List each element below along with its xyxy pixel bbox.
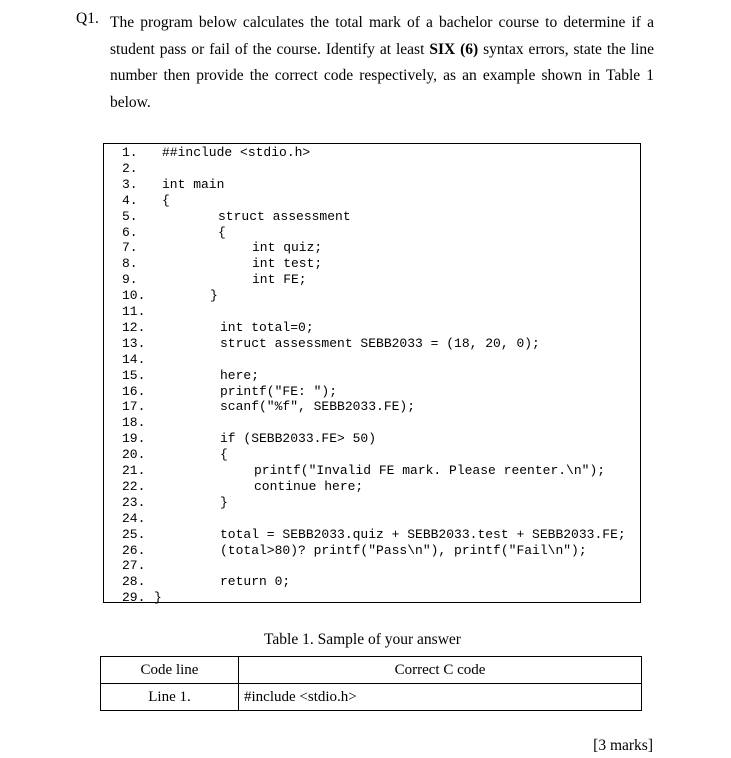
code-line: [122, 479, 637, 495]
code-line-text: here;: [220, 367, 260, 383]
code-line-number: 19.: [122, 431, 146, 447]
sample-answer-table: [100, 656, 642, 711]
code-line-text: (total>80)? printf("Pass\n"), printf("Fail\n");: [220, 542, 587, 558]
code-line-number: 11.: [122, 304, 146, 319]
code-line: [122, 415, 637, 431]
code-line-number: 20.: [122, 447, 146, 463]
table-header-code-line: Code line: [101, 657, 239, 684]
code-line-text: {: [218, 224, 226, 240]
code-line: [122, 320, 637, 336]
code-line-number: 18.: [122, 415, 146, 431]
code-line: [122, 256, 637, 272]
code-line: [122, 336, 637, 352]
code-line: [122, 288, 637, 304]
code-line-number: 27.: [122, 558, 146, 574]
code-line: [122, 463, 637, 479]
code-line-text: }: [210, 288, 218, 304]
code-line-number: 13.: [122, 335, 146, 351]
code-line-text: scanf("%f", SEBB2033.FE);: [220, 399, 416, 415]
code-line-number: 10.: [122, 288, 146, 304]
table-caption: [0, 631, 731, 649]
code-line-number: 5.: [122, 208, 138, 224]
code-line: [122, 272, 637, 288]
code-line: [122, 399, 637, 415]
code-line-text: if (SEBB2033.FE> 50): [220, 431, 377, 447]
code-line-number: 26.: [122, 542, 146, 558]
code-line-number: 16.: [122, 383, 146, 399]
code-line-text: int test;: [252, 256, 323, 272]
table-row: [101, 684, 642, 711]
code-line: [122, 209, 637, 225]
code-listing: [103, 143, 641, 606]
code-line-number: 29.: [122, 590, 146, 606]
code-line: [122, 447, 637, 463]
code-line-text: ##include <stdio.h>: [162, 145, 311, 160]
code-line: [122, 558, 637, 574]
table-header-correct-code: Correct C code: [239, 657, 642, 684]
question-text-bold: SIX (6): [429, 40, 479, 58]
code-line: [122, 193, 637, 209]
code-line-text: }: [220, 494, 228, 510]
code-line: [122, 304, 637, 320]
question-text-part1: The program below calculates the total mark of a bachelor course to determine if a student pass or fail of the course. Identify at least: [110, 14, 654, 58]
code-line-text: int total=0;: [220, 319, 314, 335]
code-line-text: int FE;: [252, 272, 307, 288]
code-line-number: 22.: [122, 478, 146, 494]
code-line: [122, 161, 637, 177]
code-line-text: printf("FE: ");: [220, 383, 338, 399]
code-line-number: 24.: [122, 510, 146, 526]
code-line-number: 14.: [122, 351, 146, 367]
code-line-number: 17.: [122, 399, 146, 415]
code-line: [122, 431, 637, 447]
marks-label: [3 marks]: [593, 737, 653, 754]
code-line: [122, 590, 637, 606]
table-cell-code: #include <stdio.h>: [239, 684, 642, 711]
code-line-text: continue here;: [254, 478, 364, 494]
table-header-row: [101, 657, 642, 684]
code-line-text: printf("Invalid FE mark. Please reenter.\n");: [254, 463, 606, 478]
code-line-text: {: [220, 447, 228, 463]
code-line: [122, 225, 637, 241]
code-line: [122, 240, 637, 256]
question-text-part2: syntax errors, state the line number then provide the correct code respectively, as an example shown in Table 1 below.: [110, 40, 655, 111]
code-line: [122, 527, 637, 543]
code-line-text: {: [162, 192, 170, 208]
code-line-number: 15.: [122, 367, 146, 383]
table-caption-text: Table 1. Sample of your answer: [264, 631, 461, 648]
code-line-number: 6.: [122, 224, 138, 240]
code-line-number: 23.: [122, 494, 146, 510]
code-line: [122, 511, 637, 527]
code-line-number: 12.: [122, 319, 146, 335]
code-line-text: }: [154, 590, 162, 606]
code-line: [122, 574, 637, 590]
code-line: [122, 384, 637, 400]
code-line-text: struct assessment: [218, 208, 351, 224]
code-line: [122, 495, 637, 511]
code-line: [122, 543, 637, 559]
code-line-text: total = SEBB2033.quiz + SEBB2033.test + SEBB2033.FE;: [220, 526, 626, 542]
code-line-number: 3.: [122, 176, 138, 192]
code-line-number: 4.: [122, 192, 138, 208]
code-line-text: int main: [162, 176, 225, 192]
code-line-number: 2.: [122, 160, 138, 176]
table-cell-line: Line 1.: [101, 684, 239, 711]
code-line-text: struct assessment SEBB2033 = (18, 20, 0);: [220, 335, 540, 351]
question-number: Q1.: [76, 10, 99, 27]
code-line: [122, 352, 637, 368]
code-line-number: 7.: [122, 240, 138, 256]
code-line-number: 25.: [122, 526, 146, 542]
code-line-number: 1.: [122, 145, 138, 160]
code-line-number: 9.: [122, 272, 138, 288]
code-line-text: return 0;: [220, 574, 291, 590]
code-line-number: 8.: [122, 256, 138, 272]
code-line: [122, 145, 637, 161]
question-text: [110, 10, 654, 116]
code-line: [122, 177, 637, 193]
code-line: [122, 368, 637, 384]
code-line-text: int quiz;: [252, 240, 323, 256]
code-line-number: 28.: [122, 574, 146, 590]
code-line-number: 21.: [122, 463, 146, 478]
